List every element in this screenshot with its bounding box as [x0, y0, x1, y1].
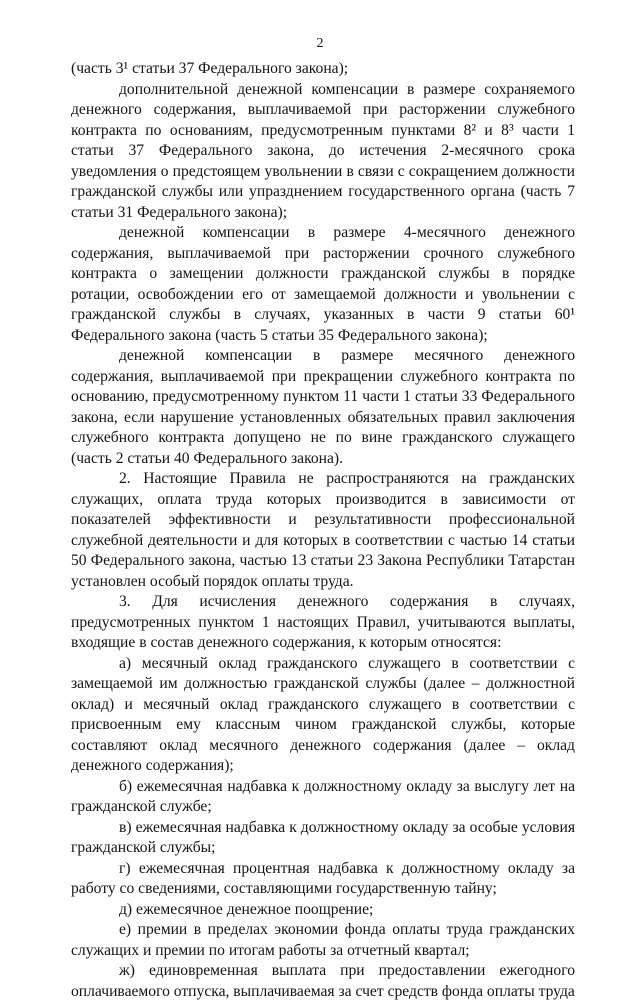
list-item-zh: ж) единовременная выплата при предоставлении ежегодного оплачиваемого отпуска, выплачиваемая за счет средств фонда оплаты труда [71, 962, 575, 1000]
list-item-a: а) месячный оклад гражданского служащего в соответствии с замещаемой им должностью гражданской службы (далее – должностной оклад) и месячный оклад гражданского служащего в соответствии с присвоенным ему классным чином гражданской службы, которые составляют оклад месячного денежного содержания (далее – оклад денежного содержания); [71, 654, 575, 774]
list-item-e: е) премии в пределах экономии фонда оплаты труда гражданских служащих и премии по итогам работы за отчетный квартал; [71, 921, 575, 959]
page-number: 2 [316, 36, 324, 51]
paragraph-item-3: 3. Для исчисления денежного содержания в случаях, предусмотренных пунктом 1 настоящих Правил, учитываются выплаты, входящие в состав денежного содержания, к которым относятся: [71, 593, 575, 651]
document-body [71, 59, 575, 1002]
list-item-g: г) ежемесячная процентная надбавка к должностному окладу за работу со сведениями, составляющими государственную тайну; [71, 859, 575, 897]
list-item-b: б) ежемесячная надбавка к должностному окладу за выслугу лет на гражданской службе; [71, 777, 575, 815]
paragraph-item-2: 2. Настоящие Правила не распространяются на гражданских служащих, оплата труда которых производится в зависимости от показателей эффективности и результативности профессиональной служебной деятельности и для которых в соответствии с частью 14 статьи 50 Федерального закона, частью 13 статьи 23 Закона Республики Татарстан установлен особый порядок оплаты труда. [71, 470, 575, 590]
list-item-d: д) ежемесячное денежное поощрение; [119, 900, 374, 918]
paragraph-additional-compensation: дополнительной денежной компенсации в размере сохраняемого денежного содержания, выплачиваемой при расторжении служебного контракта по основаниям, предусмотренным пунктами 8² и 8³ части 1 статьи 37 Федерального закона, до истечения 2-месячного срока уведомления о предстоящем увольнении в связи с сокращением должности гражданской службы или упразднением государственного органа (часть 7 статьи 31 Федерального закона); [71, 80, 575, 221]
paragraph-continuation: (часть 3¹ статьи 37 Федерального закона); [71, 60, 349, 77]
paragraph-monthly-compensation: денежной компенсации в размере месячного денежного содержания, выплачиваемой при прекращении служебного контракта по основанию, предусмотренному пунктом 11 части 1 статьи 33 Федерального закона, если нарушение установленных обязательных правил заключения служебного контракта допущено не по вине гражданского служащего (часть 2 статьи 40 Федерального закона). [71, 347, 575, 467]
list-item-v: в) ежемесячная надбавка к должностному окладу за особые условия гражданской службы; [71, 818, 575, 856]
paragraph-4-month-compensation: денежной компенсации в размере 4-месячного денежного содержания, выплачиваемой при расторжении срочного служебного контракта о замещении должности гражданской службы в порядке ротации, освобождении его от замещаемой должности и увольнении с гражданской службы в случаях, указанных в части 9 статьи 60¹ Федерального закона (часть 5 статьи 35 Федерального закона); [71, 224, 575, 344]
